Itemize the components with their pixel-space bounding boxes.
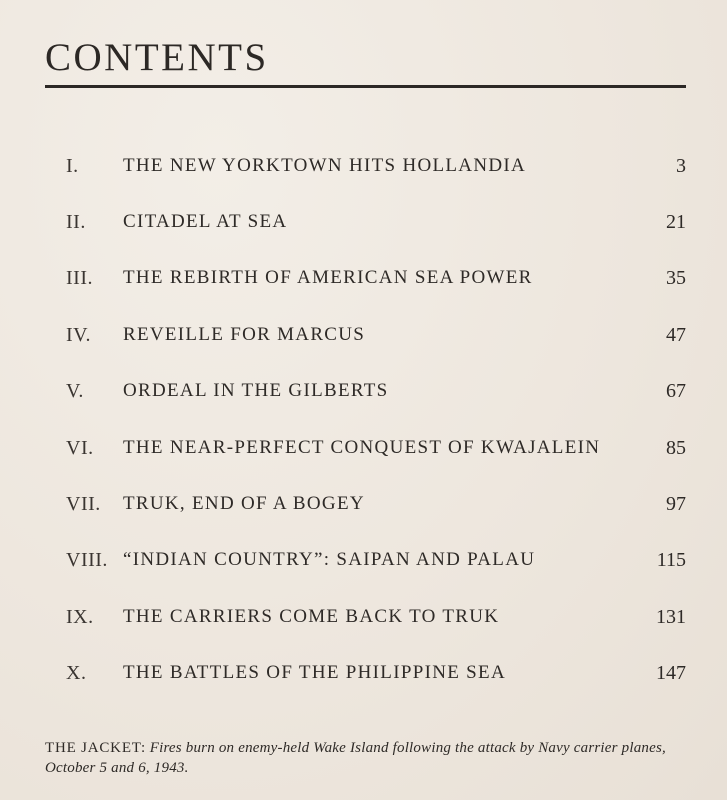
- chapter-title: THE CARRIERS COME BACK TO TRUK: [123, 606, 500, 627]
- chapter-title: THE REBIRTH OF AMERICAN SEA POWER: [123, 267, 533, 288]
- jacket-description: Fires burn on enemy-held Wake Island following the attack by Navy carrier planes, October 5 and 6, 1943.: [45, 740, 666, 776]
- chapter-title: REVEILLE FOR MARCUS: [123, 324, 366, 345]
- chapter-title: TRUK, END OF A BOGEY: [123, 493, 365, 514]
- chapter-page: 3: [676, 155, 686, 177]
- chapter-page: 147: [656, 662, 686, 684]
- toc-row: [0, 377, 727, 405]
- chapter-number: IX.: [66, 606, 94, 628]
- toc-row: [0, 264, 727, 292]
- chapter-number: X.: [66, 662, 87, 684]
- toc-row: [0, 490, 727, 518]
- toc-row: [0, 152, 727, 180]
- chapter-number: IV.: [66, 324, 92, 346]
- chapter-page: 67: [666, 380, 686, 402]
- heading-rule: [45, 85, 686, 88]
- toc-row: [0, 208, 727, 236]
- jacket-label: THE JACKET:: [45, 740, 146, 756]
- jacket-caption: [45, 738, 685, 778]
- chapter-page: 115: [656, 549, 686, 571]
- toc-row: [0, 659, 727, 687]
- chapter-page: 35: [666, 267, 686, 289]
- chapter-page: 21: [666, 211, 686, 233]
- chapter-title: THE NEW YORKTOWN HITS HOLLANDIA: [123, 155, 527, 176]
- chapter-title: THE BATTLES OF THE PHILIPPINE SEA: [123, 662, 506, 683]
- chapter-page: 131: [656, 606, 686, 628]
- chapter-number: V.: [66, 380, 84, 402]
- page-title: CONTENTS: [45, 36, 269, 79]
- chapter-title: THE NEAR-PERFECT CONQUEST OF KWAJALEIN: [123, 437, 601, 458]
- chapter-title: ORDEAL IN THE GILBERTS: [123, 380, 389, 401]
- toc-row: [0, 434, 727, 462]
- chapter-page: 97: [666, 493, 686, 515]
- toc-row: [0, 603, 727, 631]
- chapter-title: CITADEL AT SEA: [123, 211, 288, 232]
- chapter-page: 85: [666, 437, 686, 459]
- chapter-page: 47: [666, 324, 686, 346]
- chapter-number: III.: [66, 267, 93, 289]
- chapter-title: “INDIAN COUNTRY”: SAIPAN AND PALAU: [123, 549, 536, 570]
- toc-row: [0, 321, 727, 349]
- toc-row: [0, 546, 727, 574]
- chapter-number: I.: [66, 155, 79, 177]
- chapter-number: VIII.: [66, 549, 108, 571]
- chapter-number: VII.: [66, 493, 101, 515]
- chapter-number: VI.: [66, 437, 94, 459]
- chapter-number: II.: [66, 211, 86, 233]
